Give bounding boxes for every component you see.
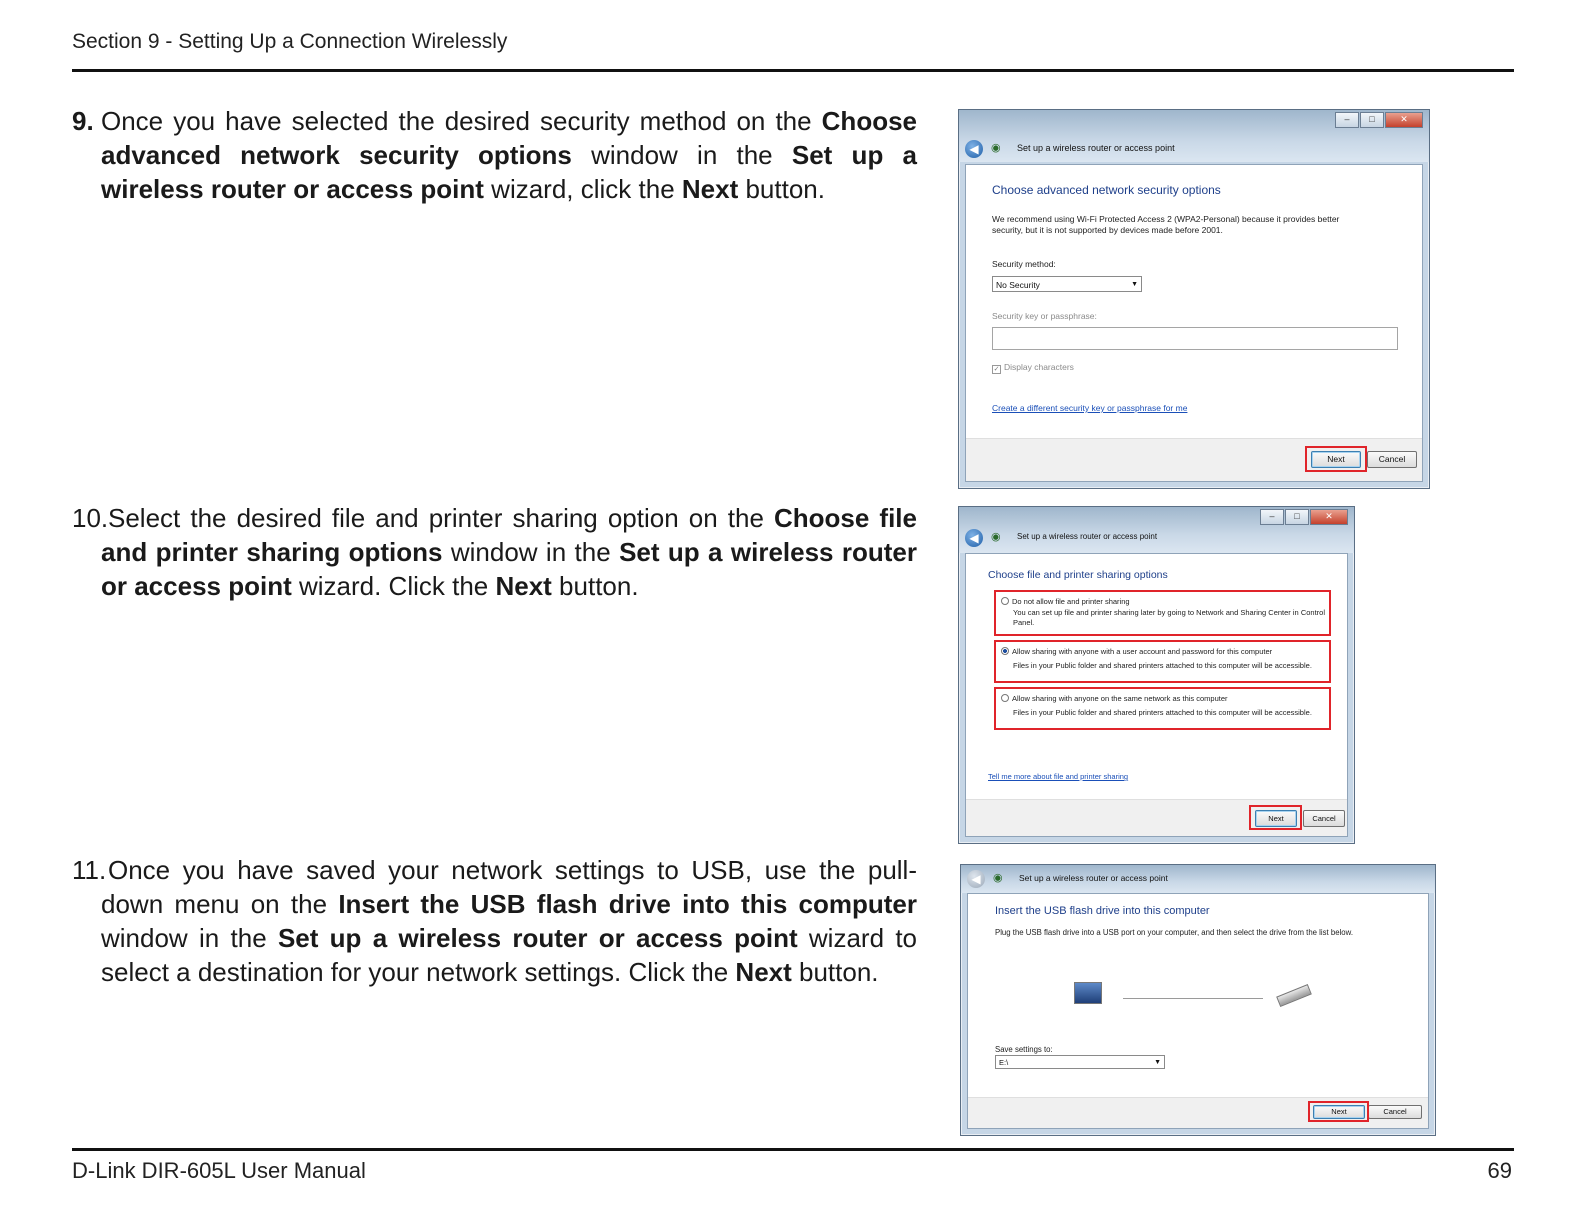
step-9 bbox=[72, 104, 917, 206]
step-text bbox=[101, 104, 917, 206]
select-value: E:\ bbox=[999, 1058, 1009, 1067]
bold-run: Choose file and printer sharing options bbox=[101, 503, 917, 567]
wizard-description: Plug the USB flash drive into a USB port on your computer, and then select the drive from the list below. bbox=[995, 928, 1353, 937]
step-text bbox=[101, 501, 917, 603]
wizard-heading: Insert the USB flash drive into this computer bbox=[995, 905, 1210, 917]
step-number: 9. bbox=[72, 106, 94, 136]
header-rule bbox=[72, 69, 1514, 72]
section-header: Section 9 - Setting Up a Connection Wirelessly bbox=[72, 30, 508, 53]
highlight-box bbox=[1305, 446, 1367, 472]
manual-title: D-Link DIR-605L User Manual bbox=[72, 1158, 366, 1183]
wizard-content bbox=[967, 893, 1429, 1129]
maximize-icon[interactable]: □ bbox=[1285, 509, 1309, 525]
highlight-box bbox=[1249, 805, 1302, 830]
network-wizard-icon: ◉ bbox=[991, 142, 1001, 154]
radio-selected-icon bbox=[1001, 647, 1009, 655]
close-icon[interactable]: ✕ bbox=[1385, 112, 1423, 128]
text-run: window in the bbox=[442, 537, 620, 567]
window-controls bbox=[1260, 509, 1348, 525]
radio-option[interactable] bbox=[1001, 596, 1130, 607]
sharing-options-window bbox=[958, 506, 1355, 844]
bold-run: Set up a wireless router or access point bbox=[101, 537, 917, 601]
text-run: Once you have selected the desired security method on the bbox=[101, 106, 822, 136]
window-title: Set up a wireless router or access point bbox=[1017, 532, 1158, 541]
text-run: wizard. Click the bbox=[291, 571, 496, 601]
wizard-description: We recommend using Wi-Fi Protected Access 2 (WPA2-Personal) because it provides better security, but it is not supported by devices made before 2001. bbox=[992, 214, 1340, 235]
title-bar bbox=[961, 865, 1435, 893]
radio-option[interactable] bbox=[1001, 646, 1272, 657]
sharing-info-link[interactable]: Tell me more about file and printer sharing bbox=[988, 772, 1129, 781]
option-title: Allow sharing with anyone with a user account and password for this computer bbox=[1012, 647, 1273, 656]
step-number: 10. bbox=[72, 503, 109, 533]
bold-run: Choose advanced network security options bbox=[101, 106, 917, 170]
footer-rule bbox=[72, 1148, 1514, 1151]
bold-run: Next bbox=[681, 174, 739, 204]
radio-icon bbox=[1001, 597, 1009, 605]
bold-run: Next bbox=[495, 571, 552, 601]
cancel-button[interactable]: Cancel bbox=[1367, 451, 1417, 468]
title-bar bbox=[959, 507, 1354, 553]
text-run: button. bbox=[551, 571, 639, 601]
back-arrow-icon[interactable]: ◀ bbox=[967, 870, 985, 888]
security-key-input[interactable] bbox=[992, 327, 1398, 350]
next-button[interactable]: Next bbox=[1313, 1105, 1365, 1119]
wizard-content bbox=[965, 164, 1423, 482]
text-run: button. bbox=[791, 957, 879, 987]
key-label: Security key or passphrase: bbox=[992, 311, 1097, 321]
text-run: Once you have saved your network settings to USB, use the pull-down menu on the bbox=[101, 855, 917, 919]
cancel-button[interactable]: Cancel bbox=[1303, 810, 1345, 827]
save-settings-select[interactable] bbox=[995, 1055, 1165, 1069]
window-title: Set up a wireless router or access point bbox=[1019, 873, 1168, 883]
wizard-content bbox=[965, 553, 1348, 837]
page-number: 69 bbox=[1487, 1158, 1512, 1183]
window-controls bbox=[1335, 112, 1423, 128]
bold-run: Set up a wireless router or access point bbox=[101, 140, 918, 204]
usb-drive-icon bbox=[1276, 984, 1312, 1007]
wizard-heading: Choose advanced network security options bbox=[992, 183, 1221, 197]
network-wizard-icon: ◉ bbox=[991, 531, 1001, 543]
option-title: Do not allow file and printer sharing bbox=[1012, 597, 1130, 606]
chevron-down-icon: ▼ bbox=[1154, 1059, 1161, 1066]
next-button[interactable]: Next bbox=[1255, 810, 1297, 827]
maximize-icon[interactable]: □ bbox=[1360, 112, 1384, 128]
select-value: No Security bbox=[996, 280, 1040, 290]
text-run: window in the bbox=[571, 140, 792, 170]
option-box[interactable] bbox=[994, 640, 1331, 683]
wizard-heading: Choose file and printer sharing options bbox=[988, 569, 1168, 581]
text-run: wizard, click the bbox=[483, 174, 682, 204]
security-options-window bbox=[958, 109, 1430, 489]
highlight-box bbox=[1308, 1101, 1369, 1122]
minimize-icon[interactable]: – bbox=[1335, 112, 1359, 128]
connection-line bbox=[1123, 998, 1263, 999]
checkbox-label: Display characters bbox=[1004, 362, 1074, 372]
option-box[interactable] bbox=[994, 687, 1331, 730]
option-title: Allow sharing with anyone on the same network as this computer bbox=[1012, 694, 1228, 703]
security-method-label: Security method: bbox=[992, 259, 1056, 269]
cancel-button[interactable]: Cancel bbox=[1368, 1105, 1422, 1119]
option-description: You can set up file and printer sharing later by going to Network and Sharing Center in Control Panel. bbox=[1013, 608, 1325, 627]
wizard-footer bbox=[968, 1097, 1428, 1128]
bold-run: Insert the USB flash drive into this computer bbox=[338, 889, 917, 919]
text-run: Select the desired file and printer sharing option on the bbox=[108, 503, 774, 533]
save-settings-label: Save settings to: bbox=[995, 1045, 1053, 1054]
text-run: window in the bbox=[101, 923, 278, 953]
minimize-icon[interactable]: – bbox=[1260, 509, 1284, 525]
step-number: 11. bbox=[72, 855, 107, 885]
option-description: Files in your Public folder and shared printers attached to this computer will be accessible. bbox=[1013, 708, 1312, 717]
back-arrow-icon[interactable]: ◀ bbox=[965, 140, 983, 158]
computer-icon bbox=[1074, 982, 1102, 1004]
checkbox-icon: ✓ bbox=[993, 366, 1000, 373]
bold-run: Set up a wireless router or access point bbox=[277, 923, 798, 953]
usb-window bbox=[960, 864, 1436, 1136]
text-run: button. bbox=[738, 174, 825, 204]
radio-icon bbox=[1001, 694, 1009, 702]
back-arrow-icon[interactable]: ◀ bbox=[965, 529, 983, 547]
wizard-footer bbox=[966, 438, 1422, 481]
option-description: Files in your Public folder and shared printers attached to this computer will be accessible. bbox=[1013, 661, 1312, 670]
option-box[interactable] bbox=[994, 590, 1331, 636]
title-bar bbox=[959, 110, 1429, 162]
bold-run: Next bbox=[735, 957, 792, 987]
network-wizard-icon: ◉ bbox=[993, 872, 1003, 884]
chevron-down-icon: ▼ bbox=[1131, 281, 1138, 288]
security-method-select[interactable] bbox=[992, 276, 1142, 292]
window-title: Set up a wireless router or access point bbox=[1017, 143, 1175, 153]
step-11 bbox=[72, 853, 917, 989]
different-key-link[interactable]: Create a different security key or passphrase for me bbox=[992, 403, 1188, 413]
text-run: wizard to select a destination for your network settings. Click the bbox=[101, 923, 917, 987]
radio-option[interactable] bbox=[1001, 693, 1228, 704]
wizard-footer bbox=[966, 799, 1347, 836]
next-button[interactable]: Next bbox=[1311, 451, 1361, 468]
step-text bbox=[101, 853, 917, 989]
close-icon[interactable]: ✕ bbox=[1310, 509, 1348, 525]
step-10 bbox=[72, 501, 917, 603]
display-characters-checkbox[interactable] bbox=[992, 362, 1074, 374]
